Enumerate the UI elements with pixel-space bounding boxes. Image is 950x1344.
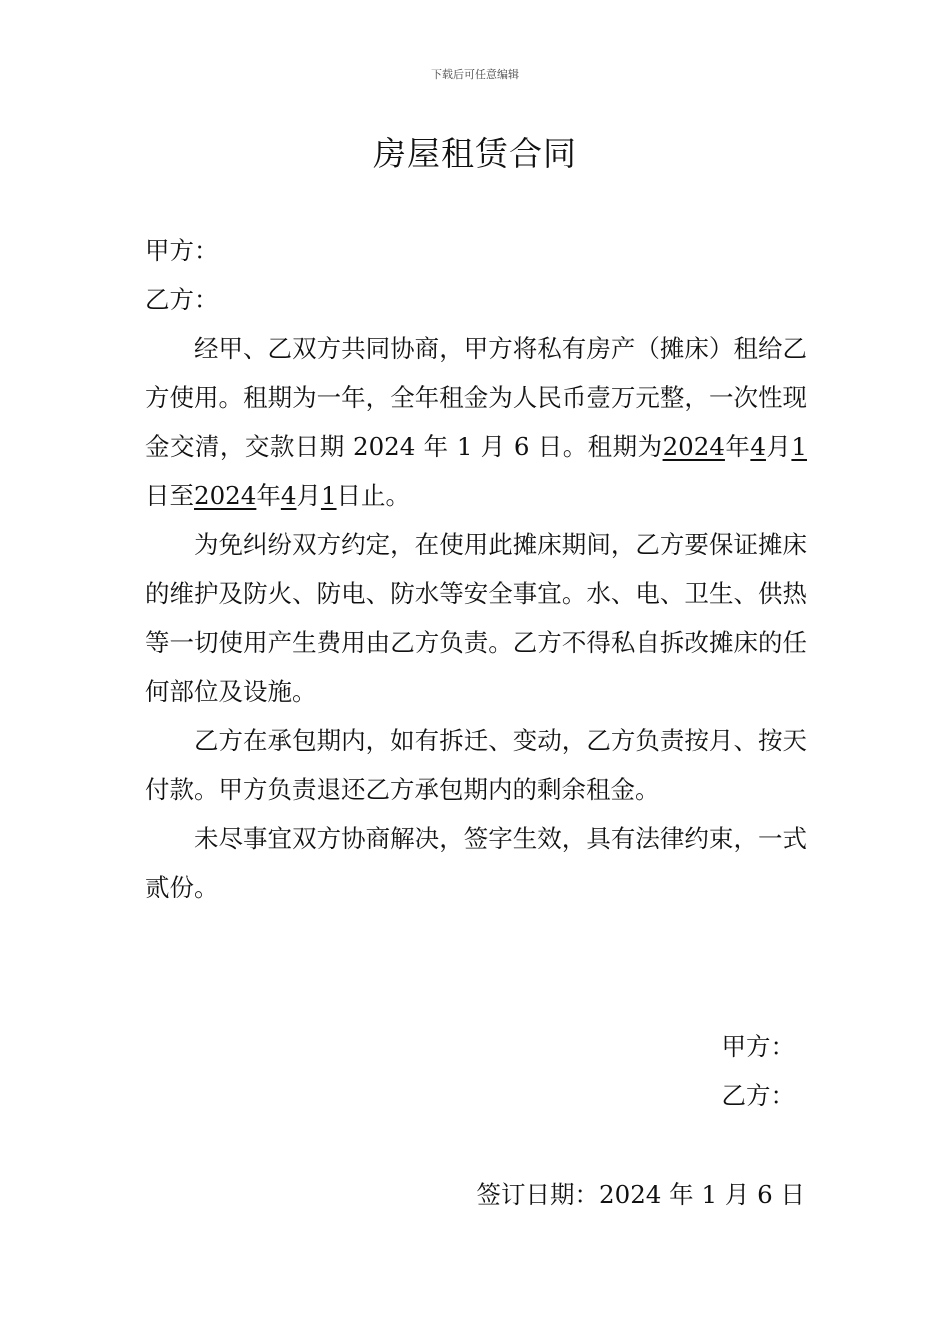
text-month: 月 (765, 432, 792, 461)
party-a-line: 甲方： (145, 236, 219, 265)
contract-body (145, 226, 807, 912)
start-day: 1 (791, 432, 807, 461)
paragraph-maintenance: 为免纠纷双方约定，在使用此摊床期间，乙方要保证摊床的维护及防火、防电、防水等安全事宜。水、电、卫生、供热等一切使用产生费用由乙方负责。乙方不得私自拆改摊床的任何部位及设施。 (145, 530, 807, 706)
text-year-2: 年 (256, 481, 281, 510)
text-year: 年 (724, 432, 751, 461)
party-b-line: 乙方： (145, 285, 219, 314)
sign-date: 签订日期：2024 年 1 月 6 日 (476, 1180, 805, 1209)
contract-title: 房屋租赁合同 (373, 134, 577, 173)
signature-party-b: 乙方： (721, 1081, 795, 1110)
signature-party-a: 甲方： (721, 1032, 795, 1061)
header-note: 下载后可任意编辑 (431, 68, 519, 81)
text-month-2: 月 (296, 481, 321, 510)
text-day-to: 日至 (145, 481, 194, 510)
paragraph-misc: 未尽事宜双方协商解决，签字生效，具有法律约束，一式贰份。 (145, 824, 807, 902)
start-year: 2024 (662, 432, 725, 461)
lease-terms-text: 经甲、乙双方共同协商，甲方将私有房产（摊床）租给乙方使用。租期为一年，全年租金为人民币壹万元整，一次性现金交清，交款日期 2024 年 1 月 6 日。租期为 (145, 334, 807, 461)
text-day-end: 日止。 (336, 481, 411, 510)
paragraph-lease-terms (145, 324, 807, 520)
end-year: 2024 (194, 481, 257, 510)
end-day: 1 (320, 481, 337, 510)
paragraph-relocation: 乙方在承包期内，如有拆迁、变动，乙方负责按月、按天付款。甲方负责退还乙方承包期内的剩余租金。 (145, 726, 807, 804)
end-month: 4 (280, 481, 297, 510)
start-month: 4 (750, 432, 766, 461)
